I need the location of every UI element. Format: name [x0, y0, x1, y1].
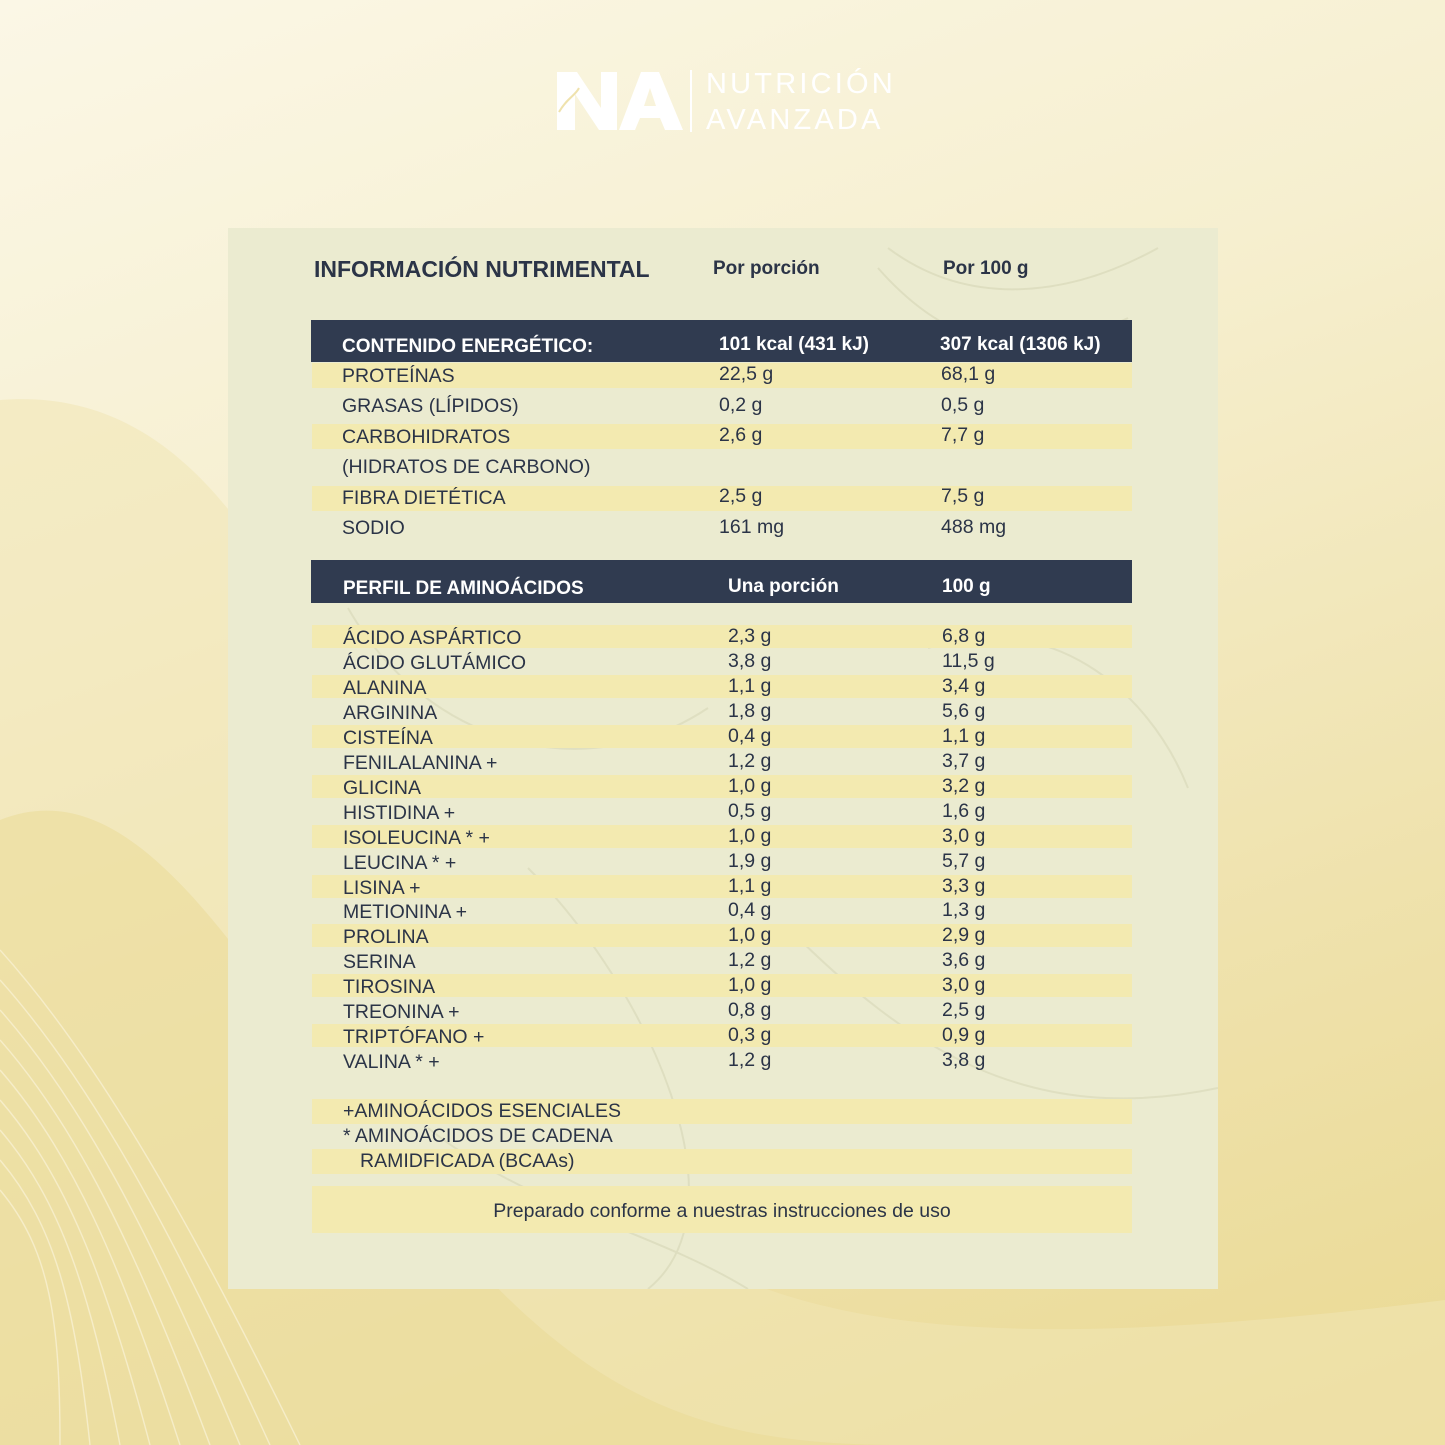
amino-per-100g: 2,5 g [942, 999, 986, 1022]
amino-per-serving: 1,0 g [728, 774, 772, 797]
amino-col-100g: 100 g [942, 576, 991, 597]
energy-per-100g: 307 kcal (1306 kJ) [940, 334, 1101, 355]
amino-name: TIROSINA [343, 976, 436, 999]
amino-per-100g: 3,6 g [942, 949, 986, 972]
energy-per-serving: 101 kcal (431 kJ) [719, 334, 870, 355]
amino-per-100g: 1,3 g [942, 899, 986, 922]
amino-per-100g: 0,9 g [942, 1024, 986, 1047]
amino-name: TREONINA + [343, 1001, 460, 1024]
nutrient-per-100g: 488 mg [941, 516, 1007, 538]
energy-label: CONTENIDO ENERGÉTICO: [342, 336, 594, 357]
nutrient-name: (HIDRATOS DE CARBONO) [342, 456, 591, 478]
brand-name-line2: AVANZADA [706, 104, 884, 136]
amino-name: LISINA + [343, 876, 421, 899]
nutrient-per-serving: 22,5 g [719, 363, 774, 385]
amino-per-serving: 1,2 g [728, 949, 772, 972]
amino-header-label: PERFIL DE AMINOÁCIDOS [343, 578, 584, 599]
amino-per-100g: 1,6 g [942, 799, 986, 822]
col-header-per-serving: Por porción [713, 258, 820, 279]
brand-logo-mark [555, 68, 685, 132]
amino-per-serving: 0,3 g [728, 1024, 772, 1047]
logo-divider [690, 70, 692, 132]
amino-name: CISTEÍNA [343, 726, 433, 749]
amino-name: PROLINA [343, 926, 429, 949]
amino-per-serving: 0,5 g [728, 799, 772, 822]
amino-per-serving: 1,0 g [728, 824, 772, 847]
nutrient-name: PROTEÍNAS [342, 365, 455, 387]
amino-per-serving: 2,3 g [728, 625, 772, 647]
amino-per-serving: 1,9 g [728, 849, 772, 872]
nutrient-per-serving: 0,2 g [719, 394, 763, 416]
amino-per-serving: 0,4 g [728, 724, 772, 747]
amino-per-serving: 1,8 g [728, 699, 772, 722]
amino-per-100g: 11,5 g [942, 649, 995, 672]
amino-per-serving: 1,1 g [728, 674, 772, 697]
amino-per-100g: 6,8 g [942, 625, 986, 647]
amino-per-100g: 3,7 g [942, 749, 986, 772]
amino-name: METIONINA + [343, 901, 468, 924]
amino-name: ISOLEUCINA * + [343, 826, 490, 849]
amino-per-100g: 3,0 g [942, 824, 986, 847]
amino-name: ÁCIDO ASPÁRTICO [343, 627, 522, 649]
nutrient-per-100g: 68,1 g [941, 363, 996, 385]
amino-name: TRIPTÓFANO + [343, 1026, 485, 1049]
amino-per-100g: 3,4 g [942, 674, 986, 697]
amino-per-serving: 0,8 g [728, 999, 772, 1022]
row-stripe [312, 924, 1132, 947]
amino-per-100g: 2,9 g [942, 924, 986, 947]
amino-per-serving: 1,0 g [728, 974, 772, 997]
row-stripe [312, 725, 1132, 748]
amino-per-100g: 5,6 g [942, 699, 986, 722]
amino-per-serving: 1,1 g [728, 874, 772, 897]
nutrient-name: SODIO [342, 517, 405, 539]
nutrient-name: FIBRA DIETÉTICA [342, 487, 506, 509]
amino-per-100g: 3,2 g [942, 774, 986, 797]
amino-col-serving: Una porción [728, 576, 839, 597]
nutrient-name: GRASAS (LÍPIDOS) [342, 395, 519, 417]
amino-per-serving: 3,8 g [728, 649, 772, 672]
nutrient-per-100g: 7,7 g [941, 424, 985, 446]
brand-name-line1: NUTRICIÓN [706, 68, 896, 100]
amino-per-100g: 3,0 g [942, 974, 986, 997]
amino-per-serving: 1,2 g [728, 1049, 772, 1072]
footnote-text: Preparado conforme a nuestras instrucciones de uso [493, 1200, 951, 1222]
amino-per-100g: 3,8 g [942, 1049, 986, 1072]
nutrient-name: CARBOHIDRATOS [342, 426, 511, 448]
amino-name: LEUCINA * + [343, 851, 457, 874]
amino-per-serving: 1,2 g [728, 749, 772, 772]
amino-name: GLICINA [343, 776, 422, 799]
row-stripe [312, 675, 1132, 698]
nutrient-per-serving: 2,5 g [719, 485, 763, 507]
amino-name: HISTIDINA + [343, 801, 456, 824]
nutrient-per-serving: 161 mg [719, 516, 785, 538]
nutrition-title: INFORMACIÓN NUTRIMENTAL [314, 256, 650, 282]
amino-per-serving: 1,0 g [728, 924, 772, 947]
nutrient-per-serving: 2,6 g [719, 424, 763, 446]
row-stripe [312, 875, 1132, 898]
amino-name: ALANINA [343, 676, 427, 699]
amino-per-100g: 3,3 g [942, 874, 986, 897]
amino-name: VALINA * + [343, 1051, 440, 1074]
nutrient-per-100g: 7,5 g [941, 485, 985, 507]
amino-name: ÁCIDO GLUTÁMICO [343, 651, 527, 674]
amino-per-100g: 5,7 g [942, 849, 986, 872]
amino-per-100g: 1,1 g [942, 724, 986, 747]
legend-essential: +AMINOÁCIDOS ESENCIALES [343, 1100, 621, 1122]
col-header-per-100g: Por 100 g [943, 258, 1029, 279]
legend-bcaa-line2: RAMIDFICADA (BCAAs) [360, 1150, 575, 1172]
legend-bcaa-line1: * AMINOÁCIDOS DE CADENA [343, 1125, 613, 1147]
row-stripe [312, 775, 1132, 798]
nutrient-per-100g: 0,5 g [941, 394, 985, 416]
amino-name: FENILALANINA + [343, 751, 498, 774]
amino-per-serving: 0,4 g [728, 899, 772, 922]
amino-name: ARGININA [343, 701, 438, 724]
amino-name: SERINA [343, 951, 416, 974]
